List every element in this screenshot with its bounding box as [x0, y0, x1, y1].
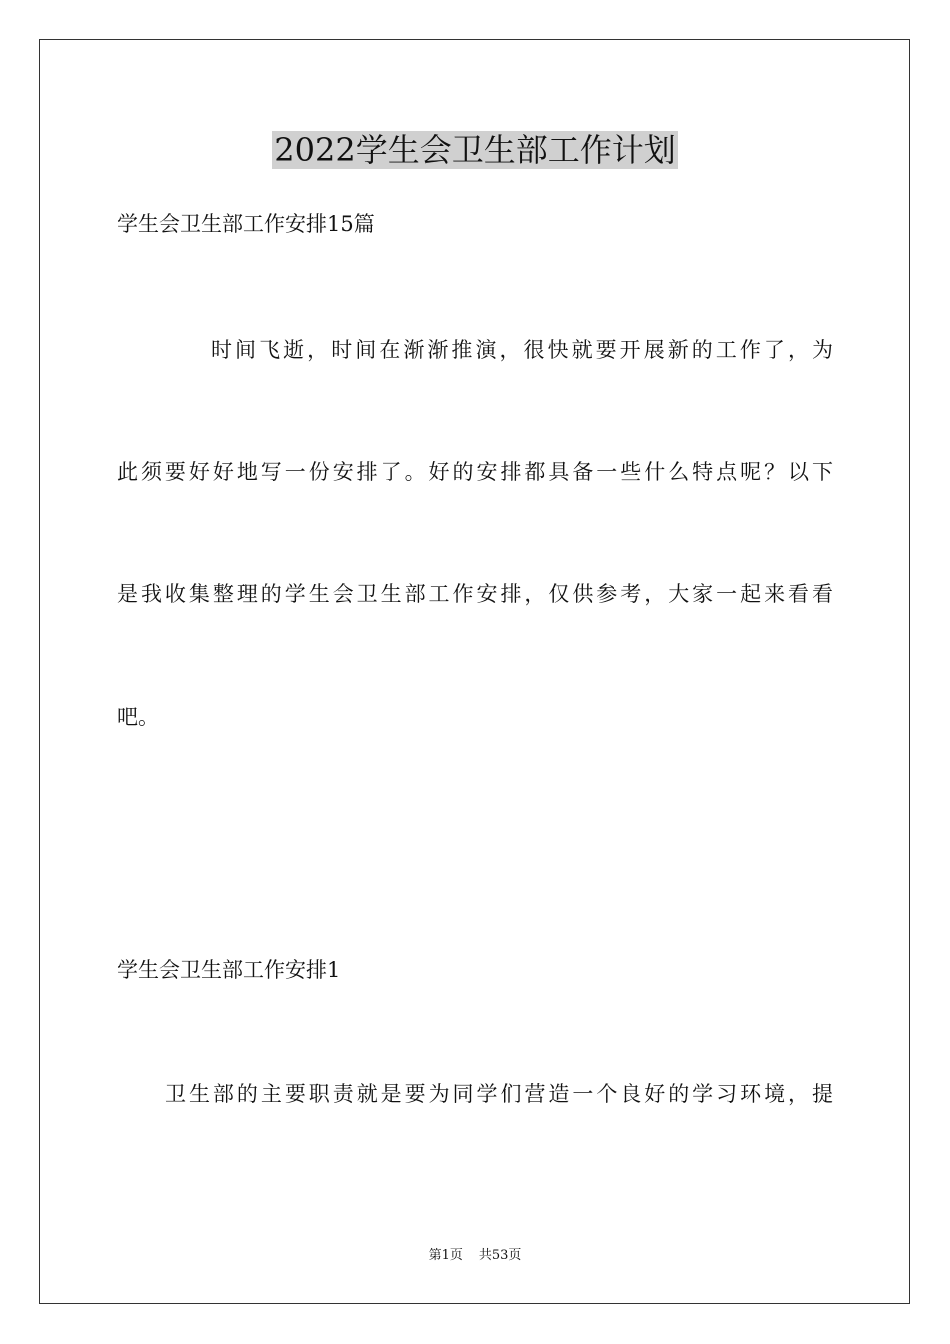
document-title [0, 128, 950, 172]
page-footer [0, 1247, 950, 1265]
document-subtitle: 学生会卫生部工作安排15篇 [117, 212, 375, 236]
section-heading: 学生会卫生部工作安排1 [117, 958, 341, 982]
section-line-1: 卫生部的主要职责就是要为同学们营造一个良好的学习环境，提 [165, 1082, 833, 1106]
intro-line-2: 此须要好好地写一份安排了。好的安排都具备一些什么特点呢？以下 [117, 460, 833, 484]
intro-line-3: 是我收集整理的学生会卫生部工作安排，仅供参考，大家一起来看看 [117, 582, 833, 606]
page-number: 第1页 [428, 1248, 463, 1263]
page-total: 共53页 [478, 1248, 522, 1263]
intro-line-1: 时间飞逝，时间在渐渐推演，很快就要开展新的工作了，为 [211, 338, 833, 362]
document-title-text: 2022学生会卫生部工作计划 [274, 131, 676, 169]
intro-line-4: 吧。 [117, 705, 159, 729]
